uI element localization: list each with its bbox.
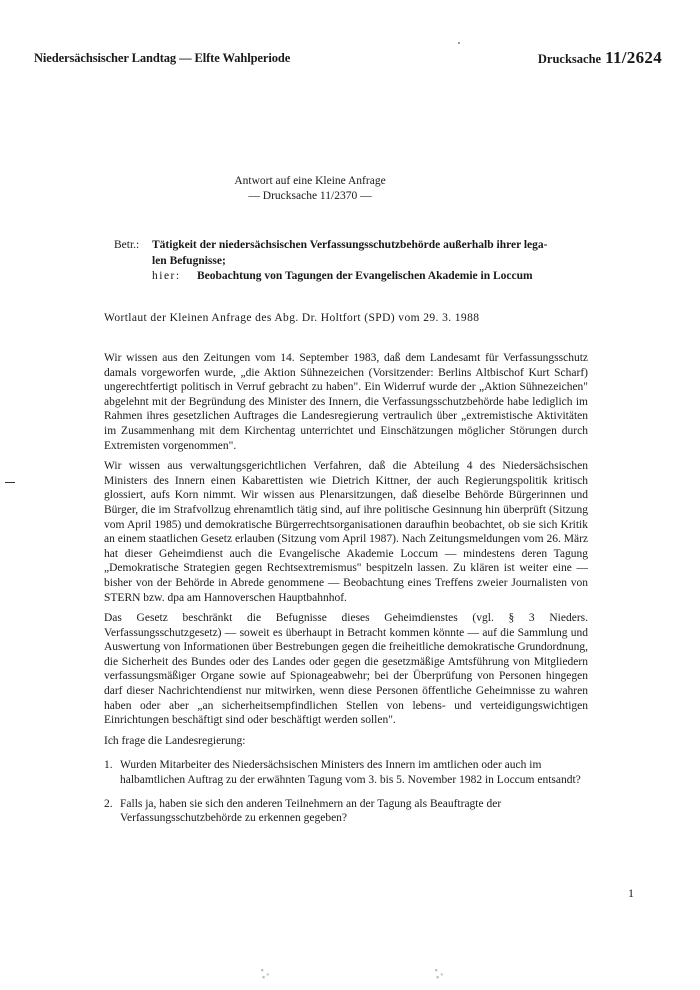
question-number: 1. (104, 759, 113, 772)
subject-block (114, 238, 554, 285)
question-text: Falls ja, haben sie sich den anderen Teilnehmern an der Tagung als Beauftragte der Verfassungsschutzbehörde zu erkennen gegeben? (120, 797, 502, 825)
paragraph: Wir wissen aus verwaltungsgerichtlichen Verfahren, daß die Abteilung 4 des Niedersächsischen Ministers des Innern einen Kabarettisten wie Dietrich Kittner, der auch Regierungspolitik kritisch glossiert, aufs Korn nimmt. Wir wissen aus Plenarsitzungen, daß dieselbe Behörde Bürgerinnen und Bürger, die im Strafvollzug ehrenamtlich tätig sind, auf ihre politische Gesinnung hin überprüft (Sitzung vom April 1985) und demokratische Bürgerrechtsorganisationen daraufhin beobachtet, ob sie sich Kritik an einem staatlichen Gesetz erlauben (Sitzung vom April 1987). Nach Zeitungsmeldungen vom 26. März hat dieser Geheimdienst auch die Evangelische Akademie Loccum — mindestens deren Tagung „Demokratische Strategien gegen Rechtsextremismus" bespitzeln lassen. Zu klären ist weiter eine — bisher von der Behörde in Abrede genommene — Beobachtung eines Treffens zweier Journalisten von STERN bzw. dpa am Hannoverschen Hauptbahnhof. (104, 460, 588, 604)
header-left: Niedersächsischer Landtag — Elfte Wahlperiode (34, 51, 291, 65)
question-item (104, 797, 588, 826)
subject-line-1: Tätigkeit der niedersächsischen Verfassungsschutzbehörde außerhalb ihrer lega- (152, 239, 548, 251)
title-line-1: Antwort auf eine Kleine Anfrage (234, 175, 386, 187)
question-text: Wurden Mitarbeiter des Niedersächsischen Ministers des Innern im amtlichen oder auch im halbamtlichen Auftrag zu der erwähnten Tagung vom 3. bis 5. November 1982 in Loccum entsandt? (120, 759, 581, 787)
betr-label: Betr.: (114, 239, 140, 251)
document-body (104, 351, 588, 835)
question-number: 2. (104, 797, 113, 810)
scan-speck (458, 42, 460, 44)
question-intro: Ich frage die Landesregierung: (104, 734, 246, 747)
document-title (0, 174, 620, 204)
margin-mark (5, 482, 15, 483)
wortlaut-line: Wortlaut der Kleinen Anfrage des Abg. Dr. Holtfort (SPD) vom 29. 3. 1988 (104, 312, 480, 324)
header-right (538, 48, 662, 68)
paragraph: Wir wissen aus den Zeitungen vom 14. September 1983, daß dem Landesamt für Verfassungsschutz damals vorgeworfen wurde, „die Aktion Sühnezeichen (Vorsitzender: Berlins Altbischof Kurt Scharf) ungerechtfertigt politisch in Verruf gebracht zu haben". Ein Widerruf wurde der „Aktion Sühnezeichen" abgelehnt mit der Begründung des Minister des Innern, die Verfassungsschutzbehörde habe lediglich im Rahmen ihres gesetzlichen Auftrages die Landesregierung vertraulich über „extremistische Aktivitäten im Zusammenhang mit dem Kirchentag unterrichtet und Einschätzungen möglicher Störungen durch Extremisten vorgenommen". (104, 352, 588, 452)
title-line-2: — Drucksache 11/2370 — (248, 190, 372, 202)
question-item (104, 758, 588, 787)
paragraph: Das Gesetz beschränkt die Befugnisse dieses Geheimdienstes (vgl. § 3 Nieders. Verfassungsschutzgesetz) — soweit es überhaupt in Betracht kommen könnte — auf die Sammlung und Auswertung von Informationen über Bestrebungen gegen die freiheitliche demokratische Grundordnung, die Sicherheit des Bundes oder des Landes oder gegen die gesetzmäßige Amtsführung von Mitgliedern verfassungsmäßiger Organe sowie auf Spionageabwehr; bei der Überprüfung von Personen hingegen darf dieser Nachrichtendienst nur mitwirken, wenn diese Personen öffentliche Geheimnisse zu wahren haben oder aber „an sicherheitsempfindlichen Stellen von lebens- und verteidigungswichtigen Einrichtungen beschäftigt sind oder beschäftigt werden sollen". (104, 612, 588, 727)
drucksache-label: Drucksache (537, 52, 602, 66)
page-number: 1 (628, 886, 634, 900)
drucksache-number: 11/2624 (605, 48, 662, 67)
scan-artifact (258, 966, 272, 980)
hier-text: Beobachtung von Tagungen der Evangelischen Akademie in Loccum (197, 270, 533, 282)
hier-label: hier: (152, 270, 181, 282)
subject-line-2: len Befugnisse; (152, 254, 226, 267)
scan-artifact (432, 966, 446, 980)
